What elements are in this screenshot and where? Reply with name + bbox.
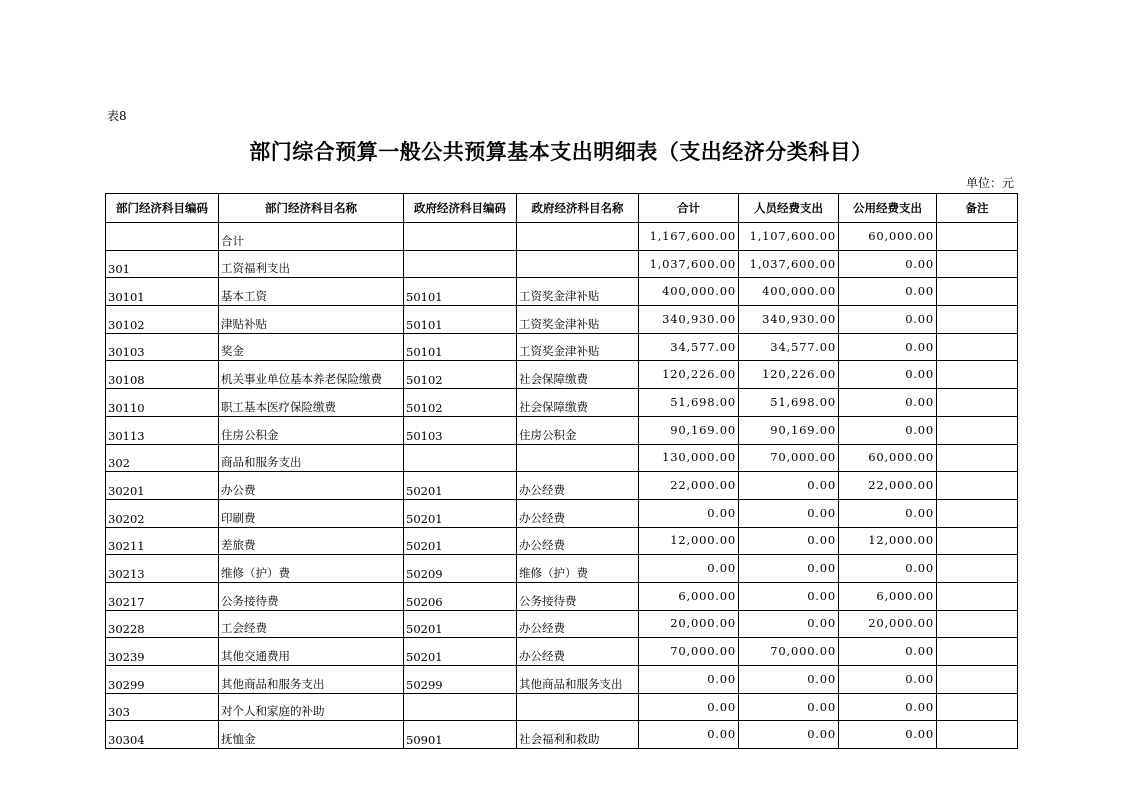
gov-code-cell: 50901 [404,721,517,749]
gov-code-cell: 50201 [404,638,517,666]
gov-code-cell: 50101 [404,278,517,306]
table-row [106,278,1018,306]
personnel-cell: 0.00 [739,693,839,721]
dept-code-cell: 30304 [106,721,219,749]
gov-name-cell: 其他商品和服务支出 [517,666,639,694]
note-cell [937,306,1018,334]
gov-code-cell: 50102 [404,361,517,389]
note-cell [937,721,1018,749]
dept-name-cell: 商品和服务支出 [219,444,404,472]
gov-name-cell: 办公经费 [517,527,639,555]
dept-name-cell: 其他交通费用 [219,638,404,666]
total-cell: 0.00 [639,693,739,721]
gov-name-cell [517,250,639,278]
public-cell: 12,000.00 [839,527,937,555]
gov-code-cell [404,444,517,472]
personnel-cell: 0.00 [739,527,839,555]
personnel-cell: 400,000.00 [739,278,839,306]
note-cell [937,582,1018,610]
note-cell [937,638,1018,666]
dept-name-cell: 差旅费 [219,527,404,555]
dept-code-cell: 30213 [106,555,219,583]
note-cell [937,389,1018,417]
table-row [106,361,1018,389]
table-row [106,416,1018,444]
dept-code-cell: 303 [106,693,219,721]
dept-name-cell: 基本工资 [219,278,404,306]
gov-name-cell: 社会保障缴费 [517,361,639,389]
table-row [106,638,1018,666]
table-row [106,582,1018,610]
table-row [106,610,1018,638]
gov-code-cell: 50206 [404,582,517,610]
note-cell [937,278,1018,306]
gov-code-cell: 50299 [404,666,517,694]
table-row [106,389,1018,417]
public-cell: 22,000.00 [839,472,937,500]
gov-name-cell: 办公经费 [517,472,639,500]
note-cell [937,499,1018,527]
dept-code-cell: 30202 [106,499,219,527]
total-cell: 12,000.00 [639,527,739,555]
gov-name-cell: 工资奖金津补贴 [517,306,639,334]
public-cell: 6,000.00 [839,582,937,610]
personnel-cell: 0.00 [739,721,839,749]
column-header: 部门经济科目名称 [219,194,404,223]
dept-code-cell: 30108 [106,361,219,389]
table-row [106,250,1018,278]
dept-name-cell: 抚恤金 [219,721,404,749]
public-cell: 0.00 [839,250,937,278]
dept-code-cell: 30239 [106,638,219,666]
dept-name-cell: 对个人和家庭的补助 [219,693,404,721]
gov-name-cell: 公务接待费 [517,582,639,610]
public-cell: 0.00 [839,361,937,389]
total-cell: 0.00 [639,555,739,583]
table-row [106,666,1018,694]
gov-name-cell: 办公经费 [517,638,639,666]
total-cell: 0.00 [639,499,739,527]
dept-name-cell: 住房公积金 [219,416,404,444]
dept-name-cell: 合计 [219,223,404,251]
dept-name-cell: 职工基本医疗保险缴费 [219,389,404,417]
total-cell: 20,000.00 [639,610,739,638]
total-cell: 22,000.00 [639,472,739,500]
total-cell: 130,000.00 [639,444,739,472]
gov-name-cell: 住房公积金 [517,416,639,444]
note-cell [937,472,1018,500]
public-cell: 60,000.00 [839,444,937,472]
column-header: 公用经费支出 [839,194,937,223]
gov-name-cell: 工资奖金津补贴 [517,333,639,361]
table-row [106,555,1018,583]
personnel-cell: 90,169.00 [739,416,839,444]
public-cell: 0.00 [839,499,937,527]
note-cell [937,250,1018,278]
dept-code-cell: 30101 [106,278,219,306]
gov-name-cell: 办公经费 [517,499,639,527]
dept-code-cell: 30103 [106,333,219,361]
dept-code-cell: 30217 [106,582,219,610]
note-cell [937,527,1018,555]
total-cell: 34,577.00 [639,333,739,361]
gov-code-cell: 50101 [404,306,517,334]
table-row [106,693,1018,721]
dept-name-cell: 工资福利支出 [219,250,404,278]
note-cell [937,693,1018,721]
gov-code-cell [404,250,517,278]
dept-name-cell: 办公费 [219,472,404,500]
gov-name-cell [517,223,639,251]
dept-name-cell: 印刷费 [219,499,404,527]
personnel-cell: 51,698.00 [739,389,839,417]
table-row [106,306,1018,334]
gov-name-cell: 维修（护）费 [517,555,639,583]
dept-code-cell: 30102 [106,306,219,334]
gov-name-cell [517,444,639,472]
total-cell: 90,169.00 [639,416,739,444]
personnel-cell: 1,107,600.00 [739,223,839,251]
personnel-cell: 340,930.00 [739,306,839,334]
total-cell: 340,930.00 [639,306,739,334]
note-cell [937,666,1018,694]
total-cell: 51,698.00 [639,389,739,417]
table-row [106,223,1018,251]
gov-name-cell [517,693,639,721]
gov-code-cell [404,223,517,251]
dept-code-cell: 30299 [106,666,219,694]
note-cell [937,223,1018,251]
public-cell: 0.00 [839,278,937,306]
column-header: 人员经费支出 [739,194,839,223]
personnel-cell: 0.00 [739,499,839,527]
table-row [106,721,1018,749]
gov-name-cell: 社会福利和救助 [517,721,639,749]
column-header: 备注 [937,194,1018,223]
public-cell: 0.00 [839,555,937,583]
note-cell [937,555,1018,583]
dept-name-cell: 机关事业单位基本养老保险缴费 [219,361,404,389]
column-header: 政府经济科目编码 [404,194,517,223]
public-cell: 20,000.00 [839,610,937,638]
personnel-cell: 34,577.00 [739,333,839,361]
dept-name-cell: 其他商品和服务支出 [219,666,404,694]
table-row [106,444,1018,472]
note-cell [937,333,1018,361]
personnel-cell: 0.00 [739,610,839,638]
dept-name-cell: 维修（护）费 [219,555,404,583]
dept-code-cell: 30110 [106,389,219,417]
note-cell [937,444,1018,472]
page-title: 部门综合预算一般公共预算基本支出明细表（支出经济分类科目） [249,140,873,164]
gov-name-cell: 社会保障缴费 [517,389,639,417]
table-header-row [106,194,1018,223]
public-cell: 0.00 [839,389,937,417]
total-cell: 0.00 [639,721,739,749]
personnel-cell: 0.00 [739,555,839,583]
dept-code-cell: 30211 [106,527,219,555]
public-cell: 0.00 [839,666,937,694]
note-cell [937,416,1018,444]
total-cell: 400,000.00 [639,278,739,306]
total-cell: 70,000.00 [639,638,739,666]
gov-code-cell [404,693,517,721]
dept-name-cell: 奖金 [219,333,404,361]
public-cell: 0.00 [839,693,937,721]
column-header: 政府经济科目名称 [517,194,639,223]
table-row [106,333,1018,361]
gov-name-cell: 办公经费 [517,610,639,638]
personnel-cell: 70,000.00 [739,444,839,472]
personnel-cell: 0.00 [739,582,839,610]
total-cell: 6,000.00 [639,582,739,610]
dept-code-cell [106,223,219,251]
public-cell: 0.00 [839,333,937,361]
table-row [106,527,1018,555]
dept-name-cell: 工会经费 [219,610,404,638]
gov-code-cell: 50201 [404,472,517,500]
table-number: 表8 [107,109,127,123]
gov-code-cell: 50209 [404,555,517,583]
dept-code-cell: 301 [106,250,219,278]
table-row [106,472,1018,500]
dept-code-cell: 30201 [106,472,219,500]
gov-name-cell: 工资奖金津补贴 [517,278,639,306]
public-cell: 60,000.00 [839,223,937,251]
total-cell: 120,226.00 [639,361,739,389]
public-cell: 0.00 [839,306,937,334]
gov-code-cell: 50101 [404,333,517,361]
dept-name-cell: 公务接待费 [219,582,404,610]
public-cell: 0.00 [839,638,937,666]
gov-code-cell: 50201 [404,499,517,527]
expenditure-table [105,193,1018,749]
table-body [106,223,1018,749]
total-cell: 1,037,600.00 [639,250,739,278]
personnel-cell: 120,226.00 [739,361,839,389]
public-cell: 0.00 [839,721,937,749]
gov-code-cell: 50201 [404,527,517,555]
total-cell: 0.00 [639,666,739,694]
table-row [106,499,1018,527]
dept-name-cell: 津贴补贴 [219,306,404,334]
total-cell: 1,167,600.00 [639,223,739,251]
gov-code-cell: 50201 [404,610,517,638]
personnel-cell: 0.00 [739,472,839,500]
column-header: 合计 [639,194,739,223]
gov-code-cell: 50102 [404,389,517,417]
dept-code-cell: 302 [106,444,219,472]
dept-code-cell: 30113 [106,416,219,444]
personnel-cell: 0.00 [739,666,839,694]
personnel-cell: 1,037,600.00 [739,250,839,278]
gov-code-cell: 50103 [404,416,517,444]
note-cell [937,361,1018,389]
public-cell: 0.00 [839,416,937,444]
dept-code-cell: 30228 [106,610,219,638]
personnel-cell: 70,000.00 [739,638,839,666]
note-cell [937,610,1018,638]
unit-label: 单位：元 [965,176,1014,190]
column-header: 部门经济科目编码 [106,194,219,223]
